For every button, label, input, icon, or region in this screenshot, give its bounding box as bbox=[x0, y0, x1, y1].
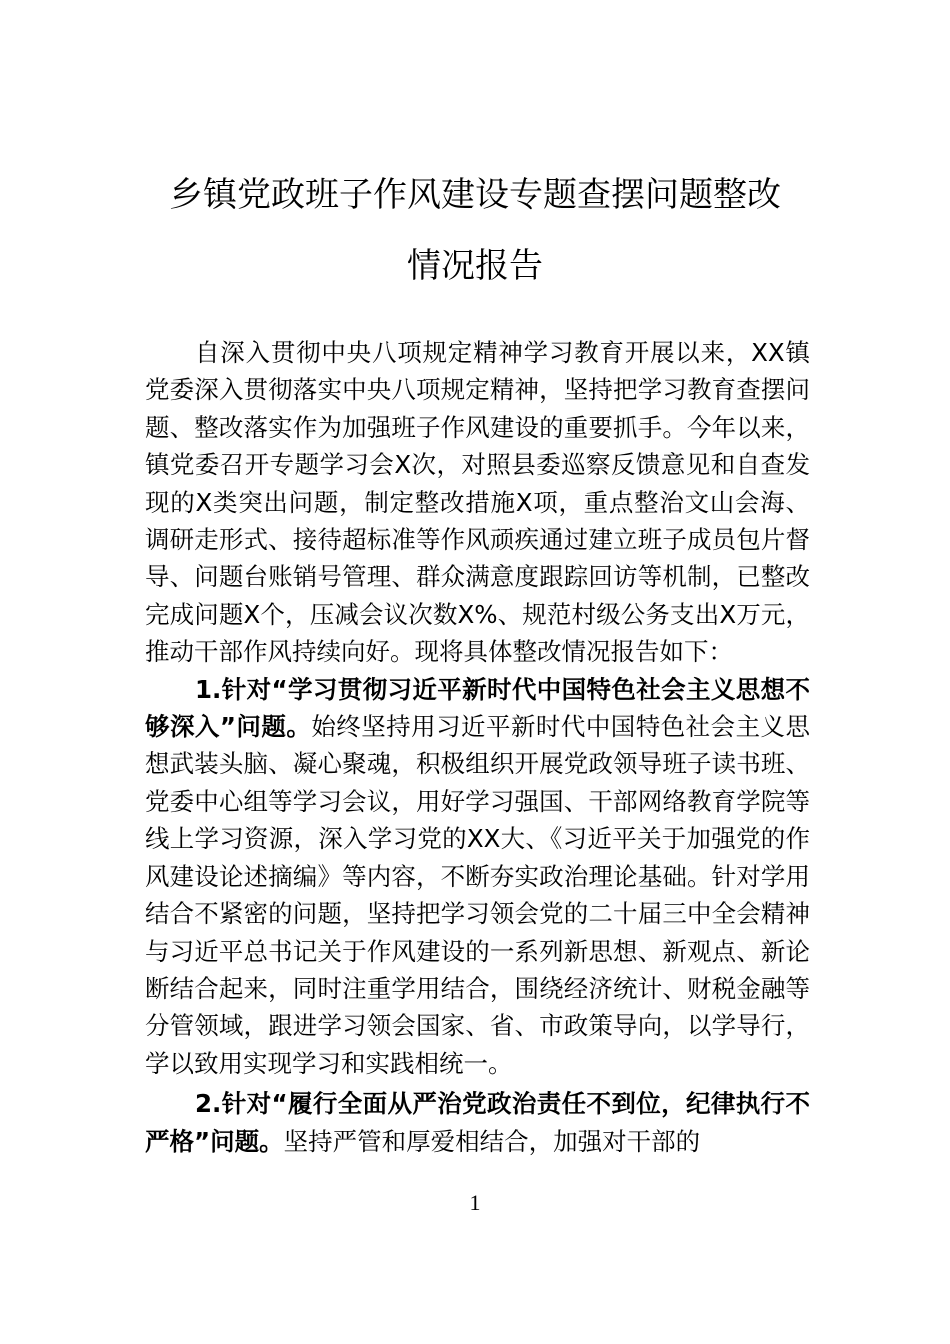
section-1-heading: 1.针对“学习贯彻习近平新时代中国特色社会主义思想不够深入”问题。 bbox=[145, 674, 810, 742]
page-number: 1 bbox=[469, 1190, 481, 1215]
document-body bbox=[145, 334, 810, 1160]
intro-paragraph: 自深入贯彻中央八项规定精神学习教育开展以来，XX镇党委深入贯彻落实中央八项规定精神，坚持把学习教育查摆问题、整改落实作为加强班子作风建设的重要抓手。今年以来，镇党委召开专题学习会X次，对照县委巡察反馈意见和自查发现的X类突出问题，制定整改措施X项，重点整治文山会海、调研走形式、接待超标准等作风顽疾通过建立班子成员包片督导、问题台账销号管理、群众满意度跟踪回访等机制，已整改完成问题X个，压减会议次数X%、规范村级公务支出X万元，推动干部作风持续向好。现将具体整改情况报告如下： bbox=[145, 338, 810, 667]
section-2-heading: 2.针对“履行全面从严治党政治责任不到位，纪律执行不严格”问题。 bbox=[145, 1089, 810, 1156]
section-2-body: 坚持严管和厚爱相结合，加强对干部的 bbox=[283, 1126, 701, 1156]
section-2-paragraph bbox=[145, 1085, 810, 1160]
document-title-line-1: 乡镇党政班子作风建设专题查摆问题整改 bbox=[169, 175, 781, 215]
section-1-paragraph bbox=[145, 671, 810, 1082]
document-title-line-2: 情况报告 bbox=[407, 246, 543, 286]
section-1-body: 始终坚持用习近平新时代中国特色社会主义思想武装头脑、凝心聚魂，积极组织开展党政领导班子读书班、党委中心组等学习会议，用好学习强国、干部网络教育学院等线上学习资源，深入学习党的XX大、《习近平关于加强党的作风建设论述摘编》等内容，不断夯实政治理论基础。针对学用结合不紧密的问题，坚持把学习领会党的二十届三中全会精神与习近平总书记关于作风建设的一系列新思想、新观点、新论断结合起来，同时注重学用结合，围绕经济统计、财税金融等分管领域，跟进学习领会国家、省、市政策导向，以学导行，学以致用实现学习和实践相统一。 bbox=[145, 712, 810, 1078]
